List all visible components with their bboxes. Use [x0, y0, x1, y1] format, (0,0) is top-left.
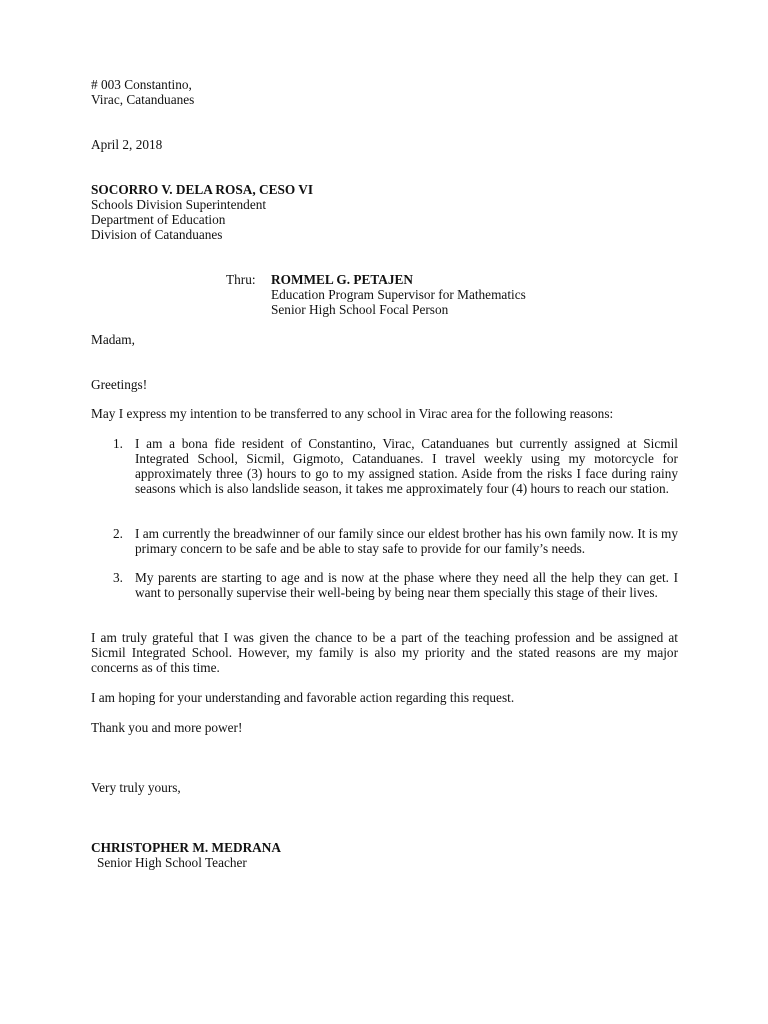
greeting: Greetings! [91, 377, 148, 392]
closing: Very truly yours, [91, 780, 181, 795]
reason-item [113, 570, 678, 600]
reason-item [113, 436, 678, 496]
hope-paragraph: I am hoping for your understanding and favorable action regarding this request. [91, 690, 515, 705]
thru-title1: Education Program Supervisor for Mathematics [271, 287, 526, 302]
intro-paragraph: May I express my intention to be transferred to any school in Virac area for the following reasons: [91, 406, 614, 421]
recipient-name: SOCORRO V. DELA ROSA, CESO VI [91, 182, 314, 197]
reason-text: I am currently the breadwinner of our family since our eldest brother has his own family now. It is my primary concern to be safe and be able to stay safe to provide for our family’s needs. [135, 526, 678, 556]
recipient-department: Department of Education [91, 212, 226, 227]
reason-item [113, 526, 678, 556]
reason-text: My parents are starting to age and is now at the phase where they need all the help they can get. I want to personally supervise their well-being by being near them specially this stage of their lives. [135, 570, 678, 600]
reason-number: 2. [113, 526, 123, 541]
sender-address-line2: Virac, Catanduanes [91, 92, 195, 107]
salutation: Madam, [91, 332, 135, 347]
reason-text: I am a bona fide resident of Constantino, Virac, Catanduanes but currently assigned at Sicmil Integrated School, Sicmil, Gigmoto, Catanduanes. I travel weekly using my motorcycle for approximately three (3) hours to go to my assigned station. Aside from the risks I face during rainy seasons which is also landslide season, it takes me approximately four (4) hours to reach our station. [135, 436, 678, 496]
thanks-line: Thank you and more power! [91, 720, 243, 735]
recipient-division: Division of Catanduanes [91, 227, 223, 242]
recipient-title: Schools Division Superintendent [91, 197, 267, 212]
letter-date: April 2, 2018 [91, 137, 163, 152]
reason-number: 1. [113, 436, 123, 451]
signatory-title: Senior High School Teacher [97, 855, 247, 870]
thru-name: ROMMEL G. PETAJEN [271, 272, 413, 287]
sender-address-line1: # 003 Constantino, [91, 77, 192, 92]
signatory-name: CHRISTOPHER M. MEDRANA [91, 840, 281, 855]
reason-number: 3. [113, 570, 123, 585]
thru-title2: Senior High School Focal Person [271, 302, 449, 317]
gratitude-paragraph: I am truly grateful that I was given the chance to be a part of the teaching profession and be assigned at Sicmil Integrated School. However, my family is also my priority and the stated reasons are my major concerns as of this time. [91, 630, 678, 675]
thru-label: Thru: [226, 272, 256, 287]
